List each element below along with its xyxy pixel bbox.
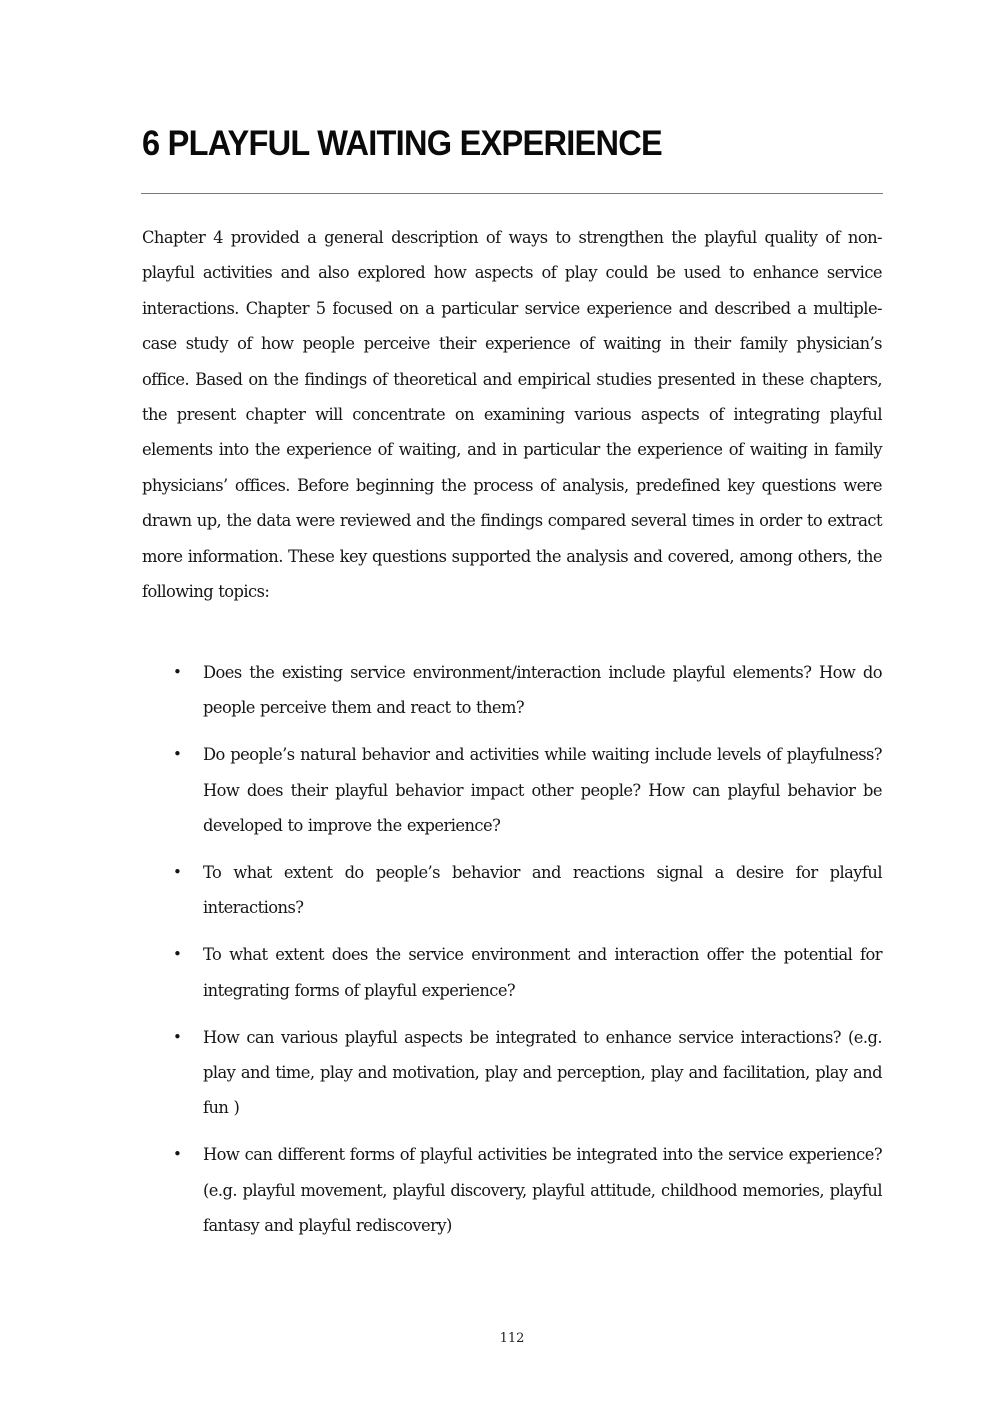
bullet-icon: • — [173, 663, 182, 681]
page-number: 112 — [499, 1331, 525, 1346]
question-text: Do people’s natural behavior and activities while waiting include levels of playfulness? How does their playful behavior impact other people? How can playful behavior be developed to improve the experience? — [203, 745, 882, 836]
title-divider — [141, 193, 883, 194]
bullet-icon: • — [173, 1027, 182, 1046]
bullet-icon: • — [173, 945, 182, 964]
list-item — [142, 937, 882, 1008]
question-text: How can different forms of playful activities be integrated into the service experience? (e.g. playful movement, playful discovery, playful attitude, childhood memories, playful fantasy and playful rediscovery) — [203, 1145, 882, 1236]
bullet-icon: • — [173, 745, 182, 764]
question-text: To what extent does the service environment and interaction offer the potential for integrating forms of playful experience? — [203, 945, 882, 1000]
list-item — [142, 737, 882, 843]
bullet-icon: • — [173, 1145, 182, 1164]
bullet-icon: • — [173, 863, 182, 882]
question-text: How can various playful aspects be integrated to enhance service interactions? (e.g. play and time, play and motivation, play and perception, play and facilitation, play and fun ) — [203, 1027, 882, 1118]
intro-paragraph: Chapter 4 provided a general description of ways to strengthen the playful quality of non-playful activities and also explored how aspects of play could be used to enhance service interactions. Chapter 5 focused on a particular service experience and described a multiple-case study of how people perceive their experience of waiting in their family physician’s office. Based on the findings of theoretical and empirical studies presented in these chapters, the present chapter will concentrate on examining various aspects of integrating playful elements into the experience of waiting, and in particular the experience of waiting in family physicians’ offices. Before beginning the process of analysis, predefined key questions were drawn up, the data were reviewed and the findings compared several times in order to extract more information. These key questions supported the analysis and covered, among others, the following topics: — [142, 228, 882, 602]
chapter-title: 6 PLAYFUL WAITING EXPERIENCE — [142, 124, 662, 163]
list-item — [142, 1137, 882, 1243]
question-text: To what extent do people’s behavior and reactions signal a desire for playful interactions? — [203, 863, 882, 918]
list-item — [142, 1020, 882, 1126]
key-questions-list — [142, 655, 882, 1255]
list-item — [142, 855, 882, 926]
question-text: Does the existing service environment/interaction include playful elements? How do people perceive them and react to them? — [203, 663, 882, 718]
list-item — [142, 655, 882, 726]
